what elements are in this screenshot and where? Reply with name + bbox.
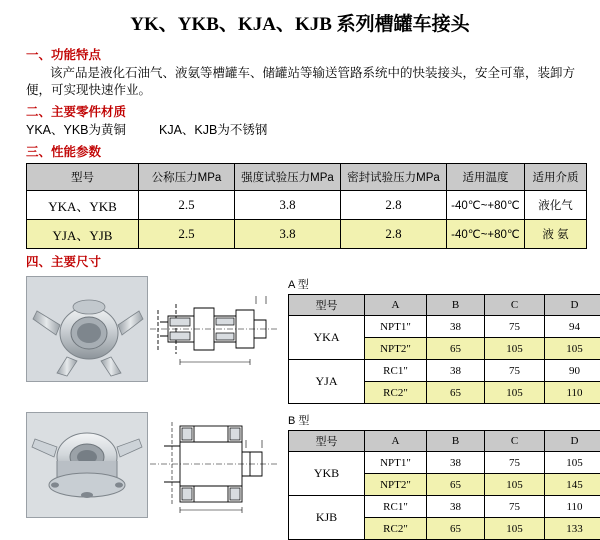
table-row	[289, 496, 600, 518]
dimension-group-b	[26, 412, 588, 540]
perf-col-2: 强度试验压力MPa	[235, 164, 341, 191]
material-left: YKA、YKB为黄铜	[26, 123, 126, 137]
dim-b-r3-c2: 105	[485, 518, 545, 540]
dim-b-col-0: 型号	[289, 431, 365, 452]
dim-b-r1-c2: 105	[485, 474, 545, 496]
material-right: KJA、KJB为不锈钢	[159, 123, 267, 137]
dim-a-r0-c3: 94	[545, 316, 600, 338]
section-heading-features: 一、功能特点	[26, 45, 588, 63]
dim-b-r2-c0: RC1"	[365, 496, 427, 518]
dim-a-r0-c1: 38	[427, 316, 485, 338]
dim-a-r3-c2: 105	[485, 382, 545, 404]
dim-b-r3-c0: RC2"	[365, 518, 427, 540]
perf-r0-c5: 液化气	[525, 191, 587, 220]
dim-b-header-row	[289, 431, 600, 452]
perf-col-5: 适用介质	[525, 164, 587, 191]
material-line	[26, 122, 588, 139]
dim-a-r2-c0: RC1"	[365, 360, 427, 382]
perf-r1-c4: -40℃~+80℃	[447, 220, 525, 249]
dimension-table-a-wrap	[288, 276, 600, 404]
dimensions-section	[12, 276, 588, 540]
dim-b-r0-model: YKB	[289, 452, 365, 496]
dim-a-r1-c0: NPT2"	[365, 338, 427, 360]
dim-b-r3-c3: 133	[545, 518, 600, 540]
dim-a-r0-c2: 75	[485, 316, 545, 338]
dim-a-r2-model: YJA	[289, 360, 365, 404]
dim-b-col-1: A	[365, 431, 427, 452]
dim-b-col-4: D	[545, 431, 600, 452]
perf-col-4: 适用温度	[447, 164, 525, 191]
dim-b-r1-c1: 65	[427, 474, 485, 496]
perf-r1-c1: 2.5	[139, 220, 235, 249]
dim-b-r0-c3: 105	[545, 452, 600, 474]
dim-b-r2-c1: 38	[427, 496, 485, 518]
dim-b-r2-c2: 75	[485, 496, 545, 518]
dim-a-r2-c1: 38	[427, 360, 485, 382]
page-title: YK、YKB、KJA、KJB 系列槽罐车接头	[12, 0, 588, 42]
technical-drawing-b	[150, 412, 280, 516]
perf-r1-c5: 液 氨	[525, 220, 587, 249]
perf-r0-c1: 2.5	[139, 191, 235, 220]
drawing-a-graphic	[150, 276, 280, 380]
dim-a-r3-c0: RC2"	[365, 382, 427, 404]
perf-r0-c2: 3.8	[235, 191, 341, 220]
table-row	[289, 316, 600, 338]
technical-drawing-a	[150, 276, 280, 380]
dim-b-r0-c0: NPT1"	[365, 452, 427, 474]
features-paragraph: 该产品是液化石油气、液氨等槽罐车、储罐站等输送管路系统中的快装接头，安全可靠，装卸方便，可实现快速作业。	[26, 65, 582, 99]
table-row	[289, 452, 600, 474]
coupling-photo-b-graphic	[27, 413, 147, 517]
performance-table-header-row	[27, 164, 587, 191]
dim-a-r0-c0: NPT1"	[365, 316, 427, 338]
drawing-b-graphic	[150, 412, 280, 516]
section-heading-material: 二、主要零件材质	[26, 102, 588, 120]
product-photo-a	[26, 276, 148, 382]
dim-a-r1-c2: 105	[485, 338, 545, 360]
perf-col-3: 密封试验压力MPa	[341, 164, 447, 191]
product-photo-b	[26, 412, 148, 518]
perf-col-1: 公称压力MPa	[139, 164, 235, 191]
dim-a-col-0: 型号	[289, 295, 365, 316]
dim-b-col-2: B	[427, 431, 485, 452]
perf-r0-c4: -40℃~+80℃	[447, 191, 525, 220]
dim-a-header-row	[289, 295, 600, 316]
dim-a-r0-model: YKA	[289, 316, 365, 360]
perf-r1-c3: 2.8	[341, 220, 447, 249]
table-row	[27, 220, 587, 249]
perf-r1-model: YJA、YJB	[27, 220, 139, 249]
perf-col-0: 型号	[27, 164, 139, 191]
dim-b-r1-c3: 145	[545, 474, 600, 496]
dim-a-col-1: A	[365, 295, 427, 316]
dim-a-r2-c3: 90	[545, 360, 600, 382]
type-label-b: B 型	[288, 412, 600, 428]
dim-a-r2-c2: 75	[485, 360, 545, 382]
dim-b-r2-model: KJB	[289, 496, 365, 540]
coupling-photo-a-graphic	[27, 277, 147, 381]
section-heading-performance: 三、性能参数	[26, 142, 588, 160]
type-label-a: A 型	[288, 276, 600, 292]
dimension-group-a	[26, 276, 588, 404]
dim-b-r1-c0: NPT2"	[365, 474, 427, 496]
dim-a-col-4: D	[545, 295, 600, 316]
perf-r0-c3: 2.8	[341, 191, 447, 220]
dimension-table-b-wrap	[288, 412, 600, 540]
dim-a-r3-c1: 65	[427, 382, 485, 404]
table-row	[27, 191, 587, 220]
dim-b-r0-c1: 38	[427, 452, 485, 474]
table-row	[289, 360, 600, 382]
dim-a-col-3: C	[485, 295, 545, 316]
dim-a-r1-c1: 65	[427, 338, 485, 360]
performance-table	[26, 163, 587, 249]
dim-a-col-2: B	[427, 295, 485, 316]
dim-a-r3-c3: 110	[545, 382, 600, 404]
dimension-table-a	[288, 294, 600, 404]
dim-b-r3-c1: 65	[427, 518, 485, 540]
perf-r1-c2: 3.8	[235, 220, 341, 249]
dim-b-r2-c3: 110	[545, 496, 600, 518]
perf-r0-model: YKA、YKB	[27, 191, 139, 220]
section-heading-dimensions: 四、主要尺寸	[26, 252, 588, 270]
dim-a-r1-c3: 105	[545, 338, 600, 360]
dim-b-r0-c2: 75	[485, 452, 545, 474]
dimension-table-b	[288, 430, 600, 540]
dim-b-col-3: C	[485, 431, 545, 452]
